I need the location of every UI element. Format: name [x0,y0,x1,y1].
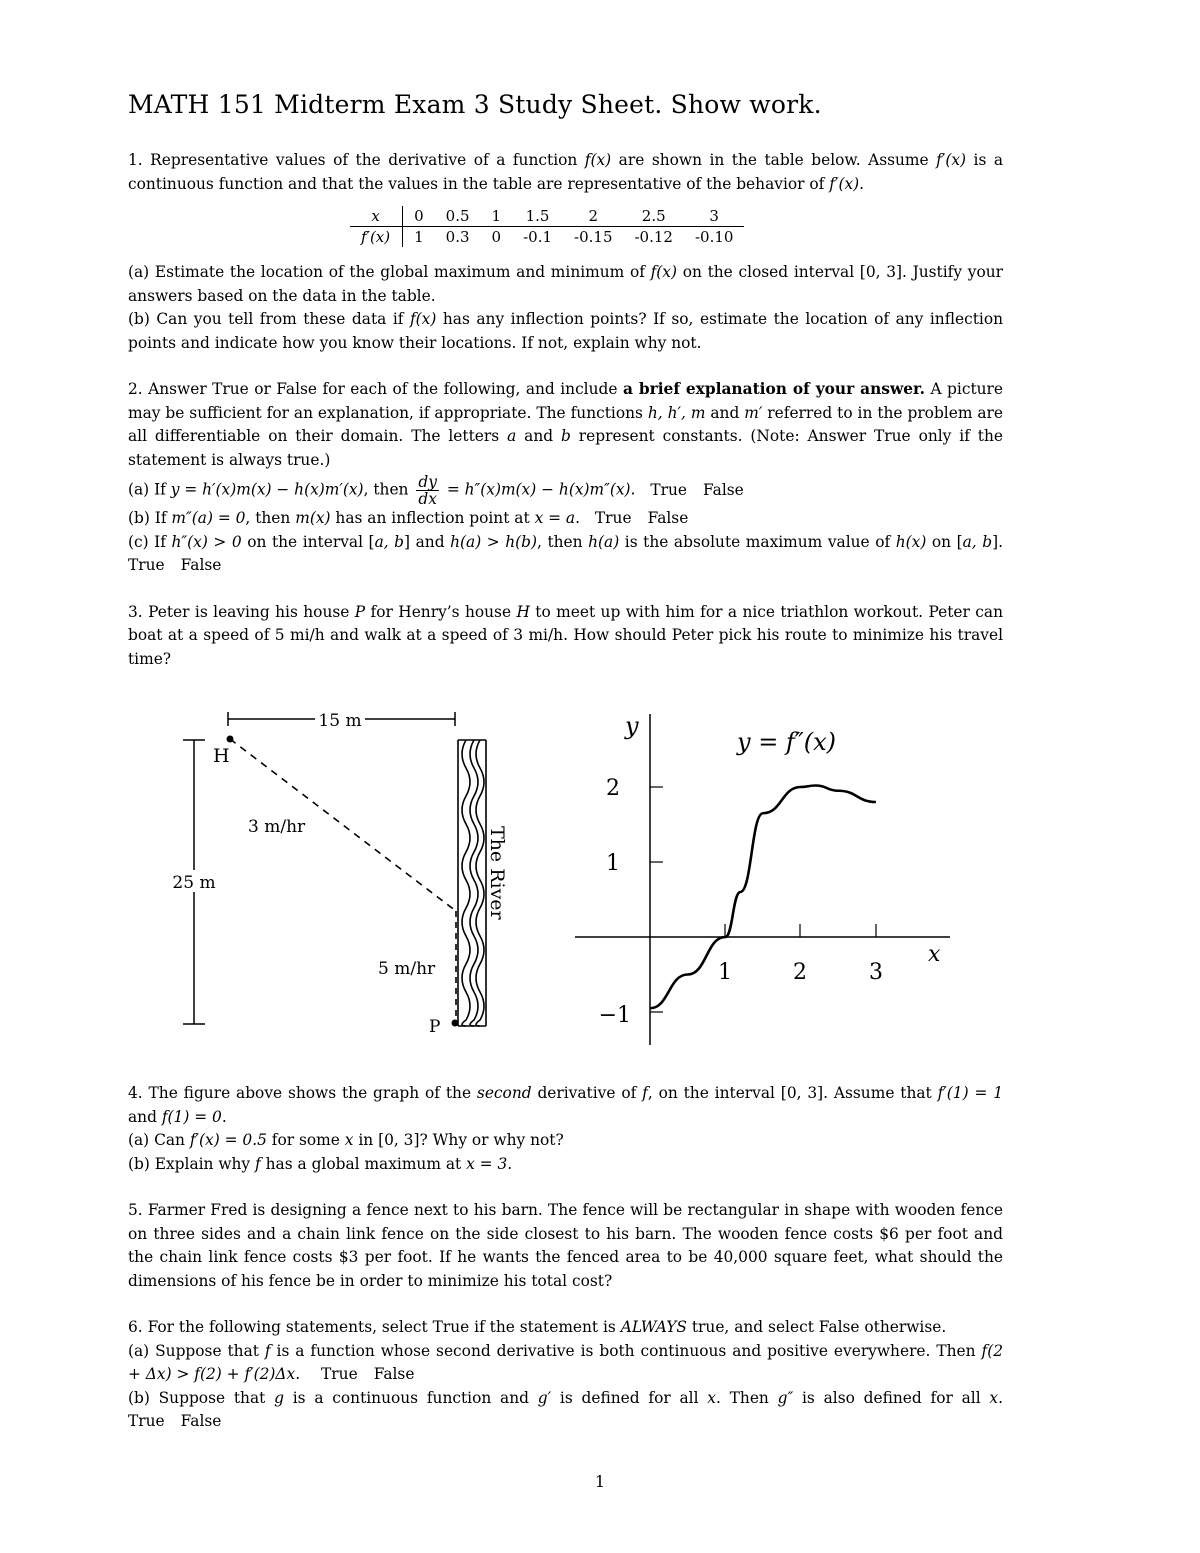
page-number: 1 [594,1472,606,1491]
walk-speed-label: 3 m/hr [248,817,306,837]
q5-text: 5. Farmer Fred is designing a fence next to his barn. The fence will be rectangular in shape with wooden fence on three sides and a chain link fence on the side closest to his barn. The wooden fence costs $6 per foot and the chain link fence costs $3 per foot. If he wants the fenced area to be 40,000 square feet, what should the dimensions of his fence be in order to minimize his total cost? [128,1201,1003,1290]
fraction-numerator: dy [418,473,437,491]
y-tick-label: 1 [606,851,620,876]
table-row-fp [350,227,744,248]
river-label: The River [486,826,508,920]
table-row-x [350,206,744,227]
false-option[interactable]: False [703,480,744,499]
page-title: MATH 151 Midterm Exam 3 Study Sheet. Show work. [128,90,822,119]
q1-text: (b) Can you tell from these data if [128,310,410,328]
q2-part-b: (b) If m″(a) = 0, then m(x) has an inflection point at x = a. True False [128,509,689,527]
q4-text: derivative of [531,1084,643,1102]
y-tick-label: 2 [606,776,620,801]
math-fx: f(x) [650,263,677,281]
question-2 [128,378,1003,578]
q2-text: ] and [404,532,451,551]
table-cell: 0.5 [435,206,481,227]
q4-part-a [128,1129,1003,1153]
x-axis-label: x [928,942,941,967]
q2-text: , then [537,532,589,551]
y-axis-label: y [625,712,639,740]
math-x: x [707,1388,716,1407]
q1-text: are shown in the table below. Assume [611,151,937,169]
q6-text: . Then [715,1388,778,1407]
true-option[interactable]: True [128,1412,165,1430]
river-wave [462,740,470,1026]
q6-part-b: (b) Suppose that g is a continuous function and g′ is defined for all x. Then g″ is also defined for all x. True False [128,1388,1004,1430]
y-tick-label: −1 [598,1003,631,1028]
math-x: x [989,1388,999,1407]
math-P: P [354,602,366,621]
q1-text: (a) Estimate the location of the global maximum and minimum of [128,263,651,281]
math-eq: x = a [534,509,576,527]
peter-label: P [429,1017,441,1037]
x-tick-label: 2 [793,960,807,985]
q1-text: on the closed interval [0, 3]. Justify your answers based on the data in the table. [128,263,1003,305]
false-option[interactable]: False [373,1365,415,1383]
q3-text [128,601,1003,672]
q6-italic: ALWAYS [620,1318,687,1336]
x-tick-label: 1 [718,960,732,985]
q2-text: 2. Answer True or False for each of the following, and include [128,380,623,398]
table-cell: 0 [491,228,502,246]
true-option[interactable]: True [594,509,632,527]
q6-text: (b) Suppose that [128,1388,275,1407]
math-x: x [344,1131,354,1149]
math-gp: g′ [537,1388,552,1407]
q6-text: is a continuous function and [283,1388,538,1407]
q2-text: and [705,403,745,422]
math-eq: a, b [962,532,993,551]
fraction-denominator: dx [418,490,437,508]
question-3 [128,601,1003,672]
q4-text: for some [266,1131,345,1149]
table-cell: 3 [684,206,744,227]
figures [150,700,970,1060]
math-eq: f′(1) = 1 [937,1084,1003,1102]
q2-intro [128,378,1003,472]
math-funcs: h, h′, m [647,403,706,422]
math-fx: f(x) [409,310,437,328]
q6-text: 6. For the following statements, select True if the statement is [128,1318,621,1336]
table-cell: -0.12 [634,228,673,246]
height-label: 25 m [172,873,216,893]
math-H: H [516,602,530,621]
q6-text: is a function whose second derivative is both continuous and positive everywhere. Then [270,1341,982,1360]
math-eq: h(a) > h(b) [450,532,537,551]
q2-text: (c) If [128,532,172,551]
math-b: b [561,427,571,445]
derivative-table [350,206,744,247]
exam-page-lower [128,1082,1003,1434]
q2-text: , then [245,509,296,527]
fraction-dydx [416,474,439,507]
math-g: g [274,1388,284,1407]
width-label: 15 m [318,711,362,731]
table-cell: 1 [481,206,513,227]
table-cell: 0 [403,206,435,227]
math-eq: h(x) [895,532,927,551]
q1-part-a [128,261,1003,308]
q4-text: and [128,1107,162,1126]
q6-part-a: (a) Suppose that f is a function whose second derivative is both continuous and positive everywhere. Then f(2 + Δx) > f(2) + f′(2)Δx. True False [128,1341,1003,1383]
x-tick-label: 3 [869,960,883,985]
q4-text: , on the interval [0, 3]. Assume that [647,1084,938,1102]
math-eq: f(1) = 0 [161,1107,222,1126]
table-header-label: f′(x) [361,228,391,246]
false-option[interactable]: False [647,509,689,527]
false-option[interactable]: False [180,556,222,574]
question-5 [128,1199,1003,1293]
q2-text: on [ [926,532,963,551]
q1-intro: 1. Representative values of the derivative of a function f(x) are shown in the table below. Assume f′(x) is a continuous function and that the values in the table are representative of the behavior of f′(x). [128,151,1004,193]
q4-part-b: (b) Explain why f has a global maximum at x = 3. [128,1154,513,1173]
q2-text: (a) If [128,480,171,499]
q2-part-c [128,531,1003,578]
math-gpp: g″ [777,1388,794,1407]
q2-text: ]. [992,532,1004,551]
q2-text: on the interval [ [241,532,375,551]
math-eq: h(a) [588,532,620,551]
table-cell: 1.5 [512,206,563,227]
table-cell: -0.1 [523,228,553,246]
math-eq: f′(x) = 0.5 [189,1131,267,1149]
q3-text-part: to meet up with him for a nice triathlon workout. Peter can boat at a speed of 5 mi/h and walk at a speed of 3 mi/h. How should Peter pick his route to minimize his travel time? [128,602,1003,668]
q4-intro: 4. The figure above shows the graph of the second derivative of f, on the interval [0, 3]. Assume that f′(1) = 1 and f(1) = 0. [128,1084,1003,1126]
question-1 [128,149,1003,355]
true-option[interactable]: True [321,1365,358,1383]
q3-text-part: 3. Peter is leaving his house [128,602,355,621]
f-double-prime-curve [650,786,876,1009]
math-f: f [264,1341,271,1360]
math-fx: f(x) [584,151,612,169]
q4-text: (b) Explain why [128,1154,256,1173]
second-derivative-chart [575,712,950,1045]
table-header-label: x [371,207,380,225]
q6-text: is also defined for all [793,1388,990,1407]
math-eq: h″(x) > 0 [171,532,242,551]
math-eq: y = h′(x)m(x) − h(x)m′(x) [170,480,364,499]
math-mprime: m′ [744,403,763,422]
math-eq: m(x) [295,509,331,527]
table-cell: 2.5 [623,206,683,227]
table-cell: 1 [414,228,424,246]
river-diagram [168,709,508,1037]
q4-text: (a) Can [128,1131,190,1149]
question-6 [128,1316,1003,1434]
q2-text: A picture may be sufficient for an explanation, if appropriate. The functions [128,380,1004,422]
math-eq: m″(a) = 0 [171,509,246,527]
q1-text: is a continuous function and that the values in the table are representative of the behavior of [128,151,1004,193]
q2-text: represent constants. (Note: Answer True only if the statement is always true.) [128,427,1004,469]
table-cell: 0.3 [445,228,470,246]
math-a: a [507,427,517,445]
q6-intro [128,1316,1003,1340]
table-cell: -0.10 [694,228,734,246]
q1-text: has any inflection points? If so, estimate the location of any inflection points and indicate how you know their locations. If not, explain why not. [128,310,1004,352]
true-option[interactable]: True [650,480,688,499]
table-cell: 2 [563,206,623,227]
chart-title: y = f″(x) [737,728,837,756]
math-f: f [255,1154,261,1173]
math-fpx: f′(x) [829,174,860,193]
q2-part-a [128,474,1003,507]
q2-text: (b) If [128,509,172,527]
math-eq: = h″(x)m(x) − h(x)m″(x). [441,480,636,499]
exam-page [128,90,1003,671]
q2-text: , then [363,480,414,499]
q2-text: has an inflection point at [330,509,535,527]
q2-text: is the absolute maximum value of [619,532,896,551]
math-fpx: f′(x) [936,151,967,169]
q2-text: and [516,427,562,445]
q6-text: true, and select False otherwise. [686,1318,947,1336]
table-header-x [350,206,403,227]
henry-label: H [213,745,230,767]
table-cell: -0.15 [574,228,613,246]
boat-speed-label: 5 m/hr [378,959,436,979]
table-header-fp [350,227,403,248]
q4-text: in [0, 3]? Why or why not? [353,1131,564,1149]
question-4 [128,1082,1003,1176]
q4-text: has a global maximum at [260,1154,467,1173]
math-eq: f(2 + Δx) > f(2) + f′(2)Δx [128,1341,1003,1383]
q3-text-part: for Henry’s house [365,602,517,621]
true-option[interactable]: True [128,556,165,574]
q6-text: (a) Suppose that [128,1341,265,1360]
math-eq: a, b [374,532,405,551]
q6-text: is defined for all [551,1388,708,1407]
q2-bold-text: a brief explanation of your answer. [622,380,926,398]
math-f: f [642,1084,648,1102]
q4-italic: second [476,1084,532,1102]
q4-text: 4. The figure above shows the graph of the [128,1084,477,1102]
q2-text: referred to in the problem are all differentiable on their domain. The letters [128,403,1003,445]
false-option[interactable]: False [180,1412,222,1430]
q1-part-b [128,308,1003,355]
q1-text: 1. Representative values of the derivative of a function [128,151,585,169]
math-eq: x = 3 [466,1154,508,1173]
